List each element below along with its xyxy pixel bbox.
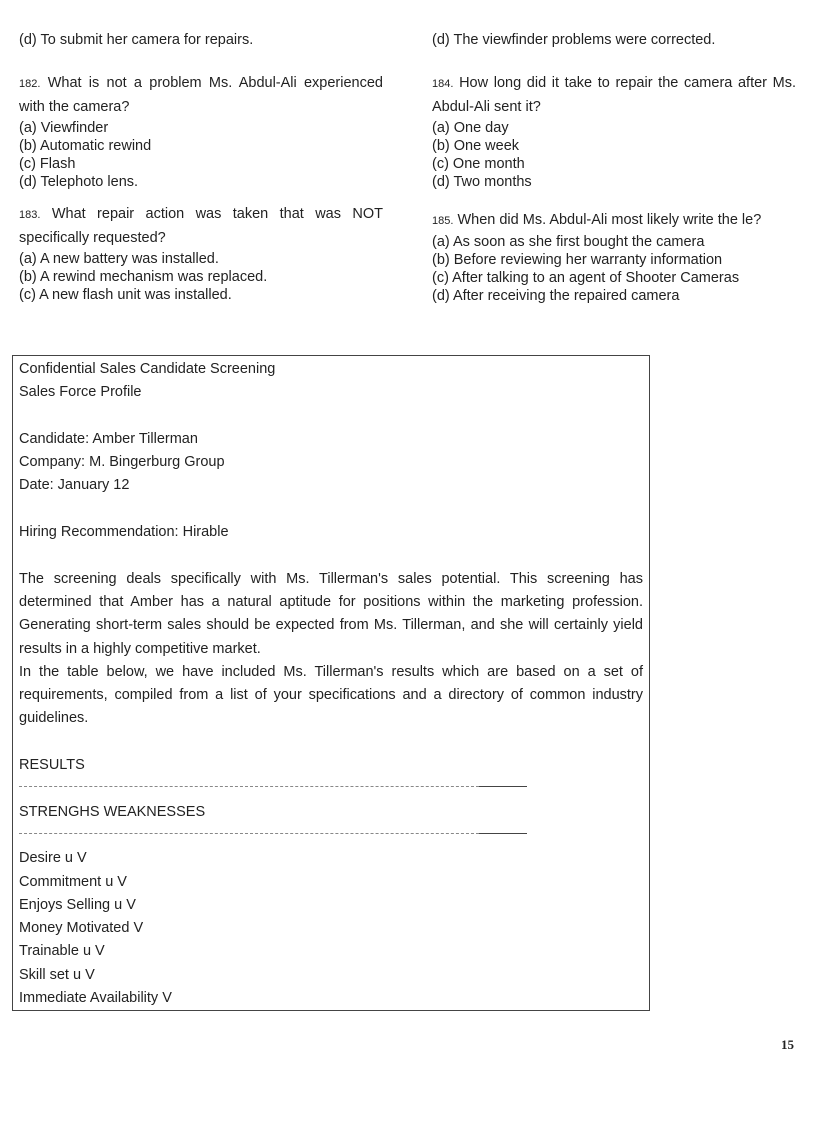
results-heading: RESULTS	[19, 757, 85, 774]
results-row: Enjoys Selling u V	[19, 896, 136, 913]
results-row: Skill set u V	[19, 966, 95, 983]
option: (b) A rewind mechanism was replaced.	[19, 269, 268, 285]
results-table-header: STRENGHS WEAKNESSES	[19, 803, 206, 820]
hiring-recommendation: Hiring Recommendation: Hirable	[19, 524, 229, 541]
option: (c) After talking to an agent of Shooter Cameras	[432, 270, 740, 286]
question-185	[432, 209, 796, 233]
option: (a) As soon as she first bought the camera	[432, 234, 705, 250]
question-text: What repair action was taken that was NOT specifically requested?	[19, 206, 383, 246]
page-number: 15	[781, 1037, 794, 1052]
profile-date: Date: January 12	[19, 477, 130, 494]
question-text: How long did it take to repair the camera after Ms. Abdul-Ali sent it?	[432, 75, 796, 115]
question-number: 184.	[432, 78, 454, 90]
left-question-column	[19, 31, 383, 304]
profile-subtitle: Sales Force Profile	[19, 384, 142, 401]
question-text: When did Ms. Abdul-Ali most likely write the le?	[457, 212, 762, 228]
spacer	[19, 544, 643, 567]
option: (d) Two months	[432, 174, 532, 190]
results-row: Trainable u V	[19, 943, 105, 960]
option: (d) Telephoto lens.	[19, 174, 139, 190]
option: (c) Flash	[19, 156, 76, 172]
results-row: Desire u V	[19, 850, 87, 867]
question-number: 185.	[432, 215, 454, 227]
q183-options	[19, 250, 383, 304]
profile-paragraph-2: In the table below, we have included Ms. Tillerman's results which are based on a set of requirements, compiled from a list of your specifications and a directory of common industry guidelines.	[19, 663, 643, 727]
option: (d) After receiving the repaired camera	[432, 288, 680, 304]
sales-profile-box	[12, 355, 650, 1011]
q182-options	[19, 119, 383, 191]
profile-title: Confidential Sales Candidate Screening	[19, 361, 276, 377]
spacer	[19, 731, 643, 754]
question-182	[19, 72, 383, 119]
candidate-name: Candidate: Amber Tillerman	[19, 430, 198, 447]
option: (a) Viewfinder	[19, 120, 109, 136]
profile-paragraph-1: The screening deals specifically with Ms. Tillerman's sales potential. This screening has determined that Amber has a natural aptitude for positions within the marketing profession. Generating short-term sales should be expected from Ms. Tillerman, and she will certainly yield results in a highly competitive market.	[19, 570, 643, 657]
option: (b) Automatic rewind	[19, 138, 152, 154]
option: (a) One day	[432, 120, 509, 136]
results-row: Immediate Availability V	[19, 990, 172, 1007]
question-number: 183.	[19, 209, 41, 221]
divider	[19, 777, 643, 800]
company-name: Company: M. Bingerburg Group	[19, 454, 225, 471]
option: (a) A new battery was installed.	[19, 251, 219, 267]
question-text: What is not a problem Ms. Abdul-Ali experienced with the camera?	[19, 75, 383, 115]
divider	[19, 824, 643, 847]
spacer	[19, 498, 643, 521]
q185-options	[432, 233, 796, 305]
spacer	[19, 405, 643, 428]
q181-option-d-right: (d) The viewfinder problems were corrected.	[432, 32, 716, 48]
option: (b) Before reviewing her warranty information	[432, 252, 723, 268]
right-question-column	[432, 31, 796, 305]
question-183	[19, 203, 383, 250]
question-184	[432, 72, 796, 119]
results-row: Commitment u V	[19, 873, 127, 890]
results-row: Money Motivated V	[19, 920, 144, 937]
option: (c) A new flash unit was installed.	[19, 287, 232, 303]
option: (b) One week	[432, 138, 520, 154]
q184-options	[432, 119, 796, 191]
option: (c) One month	[432, 156, 525, 172]
q181-option-d: (d) To submit her camera for repairs.	[19, 32, 254, 48]
question-number: 182.	[19, 78, 41, 90]
